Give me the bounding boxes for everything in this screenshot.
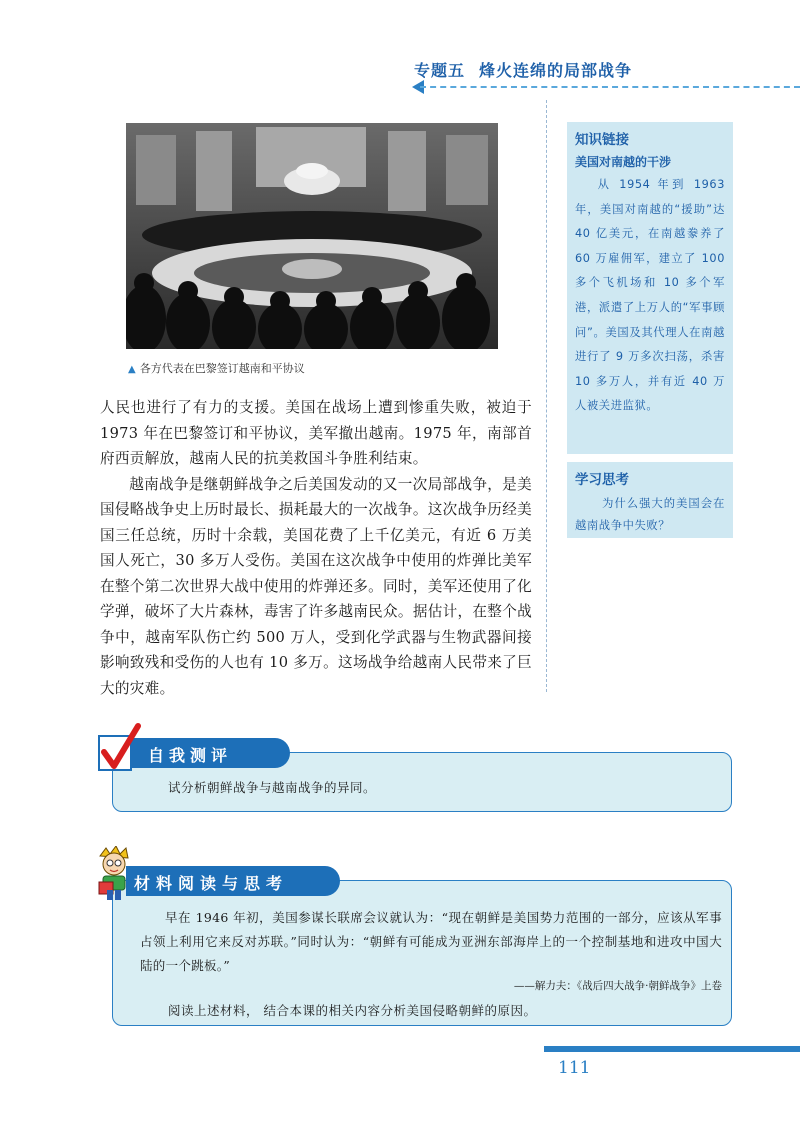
main-body [100,395,532,701]
photo-caption [128,360,305,376]
material-paragraph: 早在 1946 年初，美国参谋长联席会议就认为：“现在朝鲜是美国势力范围的一部分，应该从军事占领上利用它来反对苏联。”同时认为：“朝鲜有可能成为亚洲东部海岸上的一个控制基地和进攻中国大陆的一个跳板。” [140,910,722,973]
sidebar-divider [546,100,547,692]
material-source: ——解力夫：《战后四大战争·朝鲜战争》上卷 [513,980,722,992]
self-eval-banner [130,738,290,768]
page-number: 111 [558,1058,591,1078]
knowledge-link-subtitle: 美国对南越的干涉 [575,155,672,169]
knowledge-link-title: 知识链接 [575,132,629,148]
self-eval-question: 试分析朝鲜战争与越南战争的异同。 [168,780,377,795]
study-think-box [567,462,733,538]
knowledge-link-box [567,122,733,454]
photo-caption-text: 各方代表在巴黎签订越南和平协议 [139,362,305,375]
main-paragraph-2: 越南战争是继朝鲜战争之后美国发动的又一次局部战争，是美国侵略战争史上历时最长、损耗最大的一次战争。这次战争历经美国三任总统，历时十余载，美国花费了上千亿美元，有近 6 万美国人死亡，30 多万人受伤。美国在这次战争中使用的炸弹比美军在整个第二次世界大战中使用的炸弹还多。同时，美军还使用了化学弹，破坏了大片森林，毒害了许多越南民众。据估计，在整个战争中，越南军队伤亡约 500 万人，受到化学武器与生物武器间接影响致残和受伤的人也有 10 多万。这场战争给越南人民带来了巨大的灾难。 [100,475,532,697]
material-banner [126,866,340,896]
triangle-bullet-icon: ▲ [128,364,136,375]
study-think-body: 为什么强大的美国会在越南战争中失败？ [575,497,725,532]
historical-photo [126,123,498,349]
material-text [140,906,722,978]
cartoon-reader-icon [94,846,134,902]
chapter-header [414,58,632,81]
study-think-title: 学习思考 [575,472,629,488]
material-question: 阅读上述材料， 结合本课的相关内容分析美国侵略朝鲜的原因。 [168,1003,537,1018]
chapter-unit: 专题五 [414,61,466,80]
check-mark-icon [96,722,142,774]
header-dashed-rule [420,86,800,88]
material-label: 材料阅读与思考 [134,874,289,893]
main-paragraph-1: 人民也进行了有力的支援。美国在战场上遭到惨重失败，被迫于 1973 年在巴黎签订和平协议，美军撤出越南。1975 年，南部首府西贡解放，越南人民的抗美救国斗争胜利结束。 [100,399,532,467]
footer-bar [544,1046,800,1052]
chapter-title: 烽火连绵的局部战争 [479,61,633,80]
self-eval-label: 自我测评 [148,746,233,765]
knowledge-link-body: 从 1954 年到 1963 年，美国对南越的“援助”达 40 亿美元，在南越豢养了 60 万雇佣军，建立了 100 多个飞机场和 10 多个军港，派遣了上万人的“军事顾问”。美国及其代理人在南越进行了 9 万多次扫荡，杀害 10 多万人，并有近 40 万人被关进监狱。 [575,178,725,413]
